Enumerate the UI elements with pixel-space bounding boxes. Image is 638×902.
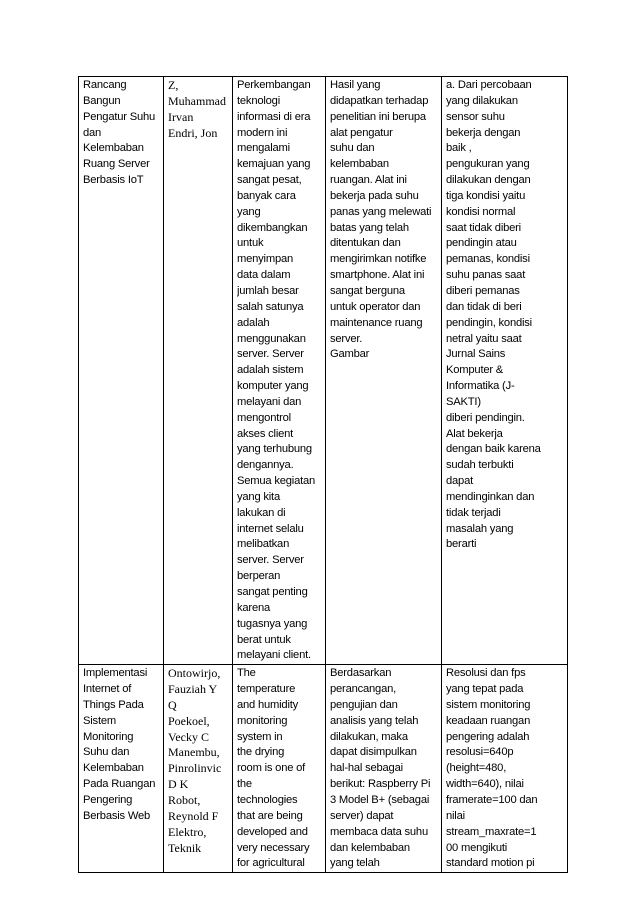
cell-text-line: banyak cara [237,189,296,202]
cell-text-line: berat untuk [237,633,291,646]
cell-text-line: adalah sistem [237,364,304,377]
cell-text-line: Sistem [83,714,116,727]
cell-text-line: Kelembaban [83,762,144,775]
cell-text-line: berikut: Raspberry Pi [330,778,431,791]
cell-text-line: Monitoring [83,730,134,743]
cell-text-line: panas yang melewati [330,205,432,218]
cell-text-line: pengukuran yang [446,158,530,171]
cell-text-line: sudah terbukti [446,459,514,472]
cell-text-line: berperan [237,570,281,583]
cell-text-line: mendinginkan dan [446,490,535,503]
cell-text-line: The [237,667,256,680]
cell-text-line: framerate=100 dan [446,793,538,806]
cell-text-line: mengalami [237,142,290,155]
cell-text-line: ditentukan dan [330,237,401,250]
cell-text-line: Kelembaban [83,142,144,155]
cell-text-line: suhu panas saat [446,269,526,282]
cell-text-line: Ruang Server [83,158,150,171]
cell-text-line: Reynold F [168,808,219,823]
cell-text-line: sangat berguna [330,284,405,297]
cell-text-line: Alat bekerja [446,427,503,440]
cell-text-line: yang dilakukan [446,94,518,107]
cell-text-line: karena [237,601,271,614]
cell-text-line: sangat pesat, [237,174,302,187]
cell-text-line: Komputer & [446,364,504,377]
cell-text-line: pengujian dan [330,698,398,711]
cell-text-line: Internet of [83,683,132,696]
cell-text-line: teknologi [237,94,280,107]
cell-text-line: server. Server [237,348,304,361]
cell-text-line: akses client [237,427,294,440]
cell-text-line: batas yang telah [330,221,409,234]
cell-text-line: yang kita [237,490,280,503]
cell-text-line: suhu dan [330,142,375,155]
cell-text-line: D K [168,777,189,792]
cell-text-line: jumlah besar [237,284,299,297]
cell-text-line: pemanas, kondisi [446,253,530,266]
cell-text-line: hal-hal sebagai [330,762,403,775]
cell-text-line: mengirimkan notifke [330,253,427,266]
cell-text-line: Resolusi dan fps [446,667,526,680]
cell-text-line: data dalam [237,269,291,282]
cell-text-line: tidak terjadi [446,506,501,519]
cell-text-line: lakukan di [237,506,286,519]
cell-text-line: kondisi normal [446,205,516,218]
title-cell [79,665,164,873]
table-row [79,77,568,665]
cell-text-line: internet selalu [237,522,304,535]
cell-text-line: untuk operator dan [330,300,421,313]
cell-text-line: pendingin, kondisi [446,316,532,329]
cell-text-line: keadaan ruangan [446,714,531,727]
cell-text-line: yang terhubung [237,443,312,456]
cell-text-line: that are being [237,809,303,822]
cell-text-line: server) dapat [330,809,394,822]
cell-text-line: sistem monitoring [446,698,531,711]
cell-text-line: Pada Ruangan [83,778,156,791]
cell-text-line: 3 Model B+ (sebagai [330,793,430,806]
cell-text-line: diberi pendingin. [446,411,525,424]
cell-text-line: melayani dan [237,395,302,408]
cell-text-line: system in [237,730,283,743]
cell-text-line: Vecky C [168,729,209,744]
cell-text-line: Things Pada [83,698,144,711]
cell-text-line: dan kelembaban [330,841,410,854]
cell-text-line: Hasil yang [330,79,381,91]
background-cell [233,665,326,873]
cell-text-line: bekerja pada suhu [330,189,419,202]
authors-cell [164,665,233,873]
cell-text-line: Jurnal Sains [446,348,506,361]
cell-text-line: netral yaitu saat [446,332,522,345]
cell-text-line: kelembaban [330,158,389,171]
cell-text-line: Gambar [330,348,370,361]
cell-text-line: nilai [446,809,465,822]
cell-text-line: ruangan. Alat ini [330,174,407,187]
cell-text-line: resolusi=640p [446,746,514,759]
cell-text-line: Pinrolinvic [168,761,222,776]
cell-text-line: pendingin atau [446,237,517,250]
cell-text-line: Berdasarkan [330,667,392,680]
cell-text-line: sensor suhu [446,110,505,123]
cell-text-line: Ontowirjo, [168,666,221,681]
cell-text-line: menggunakan [237,332,306,345]
cell-text-line: Semua kegiatan [237,475,316,488]
cell-text-line: analisis yang telah [330,714,419,727]
cell-text-line: dengannya. [237,459,294,472]
cell-text-line: a. Dari percobaan [446,79,532,91]
cell-text-line: dikembangkan [237,221,308,234]
cell-text-line: Robot, [168,792,201,807]
cell-text-line: dilakukan, maka [330,730,408,743]
cell-text-line: very necessary [237,841,310,854]
cell-text-line: the [237,778,252,791]
cell-text-line: perancangan, [330,683,397,696]
cell-text-line: informasi di era [237,110,311,123]
cell-text-line: (height=480, [446,762,507,775]
cell-text-line: komputer yang [237,380,309,393]
cell-text-line: the drying [237,746,285,759]
cell-text-line: Suhu dan [83,746,130,759]
cell-text-line: smartphone. Alat ini [330,269,425,282]
cell-text-line: technologies [237,793,298,806]
table-row [79,665,568,873]
cell-text-line: Pengering [83,793,133,806]
cell-text-line: bekerja dengan [446,126,521,139]
title-cell [79,77,164,665]
cell-text-line: Elektro, [168,824,207,839]
cell-text-line: yang [237,205,261,218]
cell-text-line: and humidity [237,698,299,711]
cell-text-line: masalah yang [446,522,514,535]
cell-text-line: berarti [446,538,477,551]
background-cell [233,77,326,665]
cell-text-line: tugasnya yang [237,617,308,630]
literature-review-table [78,76,568,873]
cell-text-line: maintenance ruang [330,316,423,329]
cell-text-line: salah satunya [237,300,304,313]
cell-text-line: SAKTI) [446,395,481,408]
cell-text-line: Muhammad [168,93,226,108]
cell-text-line: dan tidak di beri [446,300,522,313]
cell-text-line: Q [168,697,177,712]
cell-text-line: Teknik [168,840,202,855]
cell-text-line: Z, [168,78,179,92]
cell-text-line: developed and [237,825,308,838]
cell-text-line: Informatika (J- [446,380,515,393]
cell-text-line: Berbasis Web [83,809,151,822]
cell-text-line: dapat [446,475,473,488]
cell-text-line: modern ini [237,126,288,139]
cell-text-line: dilakukan dengan [446,174,531,187]
cell-text-line: pengering adalah [446,730,530,743]
cell-text-line: Bangun [83,94,121,107]
results-cell [326,77,442,665]
cell-text-line: server. Server [237,554,304,567]
cell-text-line: Manembu, [168,745,220,760]
cell-text-line: standard motion pi [446,857,535,870]
cell-text-line: Endri, Jon [168,125,218,140]
cell-text-line: temperature [237,683,296,696]
cell-text-line: Poekoel, [168,713,210,728]
cell-text-line: melayani client. [237,649,311,662]
cell-text-line: baik , [446,142,472,155]
cell-text-line: saat tidak diberi [446,221,521,234]
cell-text-line: Berbasis IoT [83,174,144,187]
authors-cell [164,77,233,665]
cell-text-line: Rancang [83,79,127,91]
cell-text-line: didapatkan terhadap [330,94,429,107]
cell-text-line: Fauziah Y [168,682,218,697]
cell-text-line: dapat disimpulkan [330,746,417,759]
results-cell [326,665,442,873]
cell-text-line: untuk [237,237,264,250]
cell-text-line: for agricultural [237,857,305,870]
cell-text-line: server. [330,332,363,345]
cell-text-line: melibatkan [237,538,290,551]
cell-text-line: mengontrol [237,411,291,424]
cell-text-line: room is one of [237,762,306,775]
cell-text-line: monitoring [237,714,288,727]
cell-text-line: 00 mengikuti [446,841,508,854]
cell-text-line: Perkembangan [237,79,311,91]
cell-text-line: Implementasi [83,667,148,680]
cell-text-line: dan [83,126,102,139]
cell-text-line: membaca data suhu [330,825,428,838]
cell-text-line: adalah [237,316,270,329]
cell-text-line: Irvan [168,109,194,124]
cell-text-line: tiga kondisi yaitu [446,189,526,202]
cell-text-line: dengan baik karena [446,443,541,456]
conclusion-cell [442,665,568,873]
cell-text-line: Pengatur Suhu [83,110,156,123]
cell-text-line: stream_maxrate=1 [446,825,537,838]
cell-text-line: diberi pemanas [446,284,520,297]
cell-text-line: penelitian ini berupa [330,110,426,123]
cell-text-line: kemajuan yang [237,158,311,171]
cell-text-line: alat pengatur [330,126,393,139]
cell-text-line: menyimpan [237,253,294,266]
conclusion-cell [442,77,568,665]
cell-text-line: yang tepat pada [446,683,524,696]
cell-text-line: width=640), nilai [446,778,524,791]
cell-text-line: sangat penting [237,586,308,598]
cell-text-line: yang telah [330,857,380,870]
